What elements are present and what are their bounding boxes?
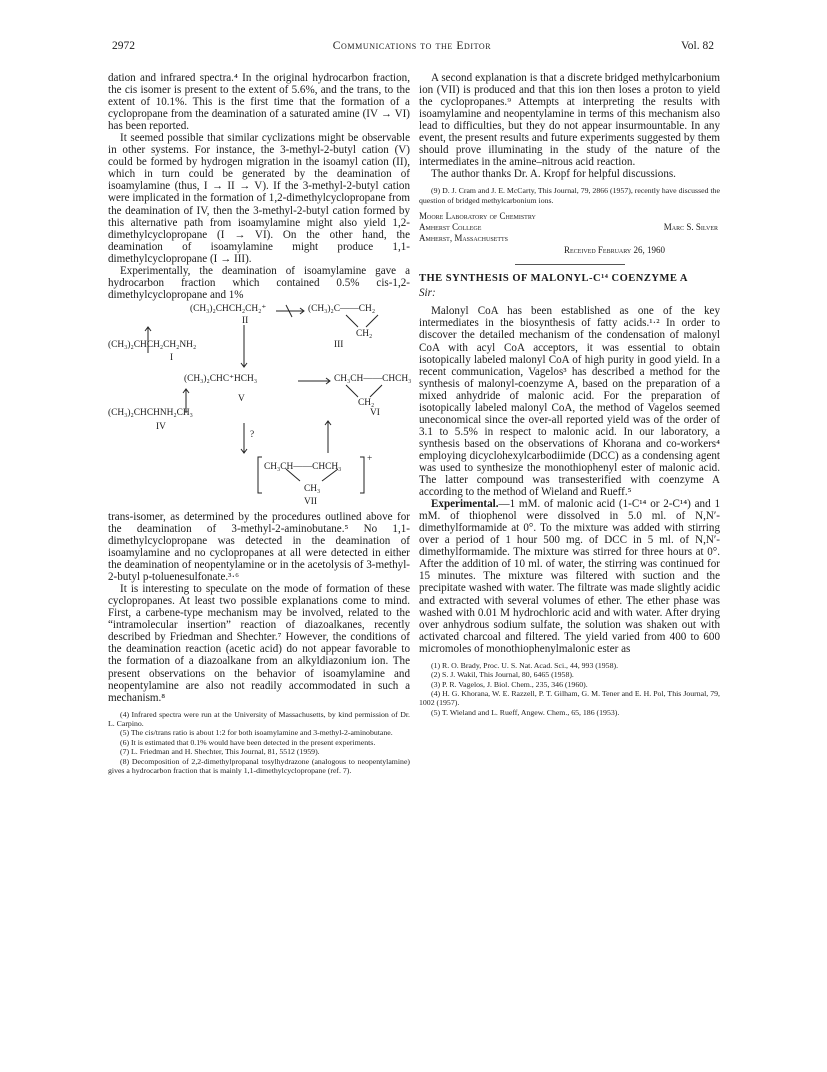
salutation: Sir: — [419, 287, 436, 300]
amine-iv-formula: (CH₃)₂CHCHNH₂CH₃ — [108, 407, 193, 418]
footnote: (7) L. Friedman and H. Shechter, This Journal, 81, 5512 (1959). — [120, 747, 320, 757]
author-address — [419, 211, 720, 256]
left-column — [108, 72, 410, 775]
volume-label: Vol. 82 — [680, 40, 714, 52]
ion-vii-ch3: CH₃ — [304, 483, 321, 494]
footnotes — [108, 710, 410, 776]
divider — [515, 264, 625, 265]
section-title: THE SYNTHESIS OF MALONYL-C¹⁴ COENZYME A — [419, 273, 688, 285]
footnote: (1) R. O. Brady, Proc. U. S. Nat. Acad. Sci., 44, 993 (1958). — [431, 660, 619, 670]
paragraph: trans-isomer, as determined by the procedures outlined above for the deamination of 3-methyl-2-aminobutane.⁵ No 1,1-dimethylcyclopropane was detected in the deamination of isoamylamine and no cyclopropanes at all were detected in either the deamination of neopentylamine or in the acetolysis of 3-methyl-2-butyl p-toluenesulfonate.³·⁶ — [108, 510, 410, 584]
compound-vi-ch2: CH₂ — [358, 397, 375, 408]
footnote: (4) Infrared spectra were run at the University of Massachusetts, by kind permission of Dr. L. Carpino. — [108, 709, 410, 729]
received-date: Received February 26, 1960 — [563, 245, 665, 256]
ion-vii-charge: + — [367, 453, 373, 464]
ion-vii-formula: CH₃CH——CHCH₃ — [264, 461, 342, 472]
compound-iii-ch2: CH₂ — [356, 328, 373, 339]
footnote: (4) H. G. Khorana, W. E. Razzell, P. T. Gilham, G. M. Tener and E. H. Pol, This Journal, 79, 1002 (1957). — [419, 688, 720, 708]
journal-section-title: Communications to the Editor — [332, 40, 492, 52]
lab-name: Moore Laboratory of Chemistry — [419, 211, 536, 222]
footnote: (2) S. J. Wakil, This Journal, 80, 6465 (1958). — [431, 670, 574, 680]
author-name: Marc S. Silver — [663, 222, 718, 233]
paragraph: Malonyl CoA has been established as one of the key intermediates in the biosynthesis of fatty acids.¹·² In order to discover the detailed mechanism of the condensation of malonyl CoA with acyl CoA acceptors, it was essential to obtain isotopically labeled malonyl CoA of high purity in good yield. In a recent communication, Vagelos³ has described a method for the synthesis of malonyl-coenzyme A, based on the preparation of a mixed anhydride of malonic acid. For the preparation of isotopically labeled malonyl CoA, the method of Vagelos seemed uneconomical since the over-all reported yield was of the order of 3.1 to 5.5% in respect to malonic acid. In our laboratory, a synthesis based on the observations of Khorana and co-workers⁴ employing dicyclohexylcarbodiimide (DCC) as a condensing agent was used to synthesize the monothiophenyl ester of malonic acid. The latter compound was transesterified with coenzyme A according to the method of Wieland and Rueff.⁵ — [419, 305, 720, 499]
college-line — [419, 222, 720, 233]
paragraph: A second explanation is that a discrete bridged methylcarbonium ion (VII) is produced and that this ion then loses a proton to yield the cyclopropanes.⁹ Attempts at interpreting the results with isoamylamine and neopentylamine in terms of this mechanism also lead to difficulties, but they do not appear insurmountable. In any event, the present results and future experiments suggested by them should prove illuminating in the study of the nature of the intermediates in the amine–nitrous acid reaction. — [419, 72, 720, 169]
page-number: 2972 — [112, 40, 135, 52]
paragraph: dation and infrared spectra.⁴ In the original hydrocarbon fraction, the cis isomer is present to the extent of 5.6%, and the trans, to the extent of 10.1%. This is the first time that the formation of a cyclopropane from the deamination of a saturated amine (IV → VI) has been reported. — [108, 72, 410, 133]
compound-iii-formula: (CH₃)₂C——CH₂ — [308, 303, 376, 314]
footnote: (3) P. R. Vagelos, J. Biol. Chem., 235, 346 (1960). — [431, 679, 588, 689]
footnote: (5) The cis/trans ratio is about 1:2 for both isoamylamine and 3-methyl-2-aminobutane. — [120, 728, 393, 738]
footnotes — [419, 661, 720, 717]
ion-v-formula: (CH₃)₂CHC⁺HCH₃ — [184, 373, 258, 384]
reaction-scheme — [108, 303, 410, 509]
question-mark: ? — [250, 429, 255, 440]
ion-vii-number: VII — [304, 496, 318, 507]
amine-i-number: I — [170, 352, 174, 363]
city-line: Amherst, Massachusetts — [419, 233, 509, 244]
amine-iv-number: IV — [156, 421, 166, 432]
experimental-paragraph — [419, 498, 720, 655]
compound-iii-number: III — [334, 339, 344, 350]
paragraph: The author thanks Dr. A. Kropf for helpful discussions. — [431, 168, 676, 181]
compound-vi-number: VI — [370, 407, 380, 418]
ion-ii-number: II — [242, 315, 249, 326]
experimental-text: —1 mM. of malonic acid (1-C¹⁴ or 2-C¹⁴) and 1 mM. of thiophenol were dissolved in 5.0 ml. of N,N′-dimethylformamide at 0°. To the mixture was added with stirring over a period of 1 hour 500 mg. of DCC in 5 ml. of N,N′-dimethylformamide. The mixture was stirred for three hours at 0°. After the addition of 10 ml. of water, the stirring was continued for 15 minutes. The mixture was filtered with suction and the precipitate washed with water. The filtrate was made slightly acidic and extracted with several volumes of ether. The ether phase was washed with 0.01 M hydrochloric acid and with water. After drying over anhydrous sodium sulfate, the solution was shaken out with activated charcoal and filtered. The yield varied from 400 to 600 micromoles of monothiophenylmalonic ester as — [419, 498, 720, 655]
compound-vi-formula: CH₃CH——CHCH₃ — [334, 373, 412, 384]
ion-v-number: V — [238, 393, 245, 404]
experimental-heading: Experimental. — [431, 498, 499, 511]
footnote: (5) T. Wieland and L. Rueff, Angew. Chem., 65, 186 (1953). — [431, 707, 620, 717]
footnotes — [419, 186, 720, 205]
college-name: Amherst College — [419, 222, 482, 233]
footnote: (6) It is estimated that 0.1% would have been detected in the present experiments. — [120, 737, 376, 747]
running-header — [112, 40, 712, 56]
paragraph: It is interesting to speculate on the mode of formation of these cyclopropanes. At least two possible explanations come to mind. First, a carbene-type mechanism may be involved, related to the “intramolecular insertion” reaction of diazoalkanes, recently described by Friedman and Shechter.⁷ However, the conditions of the deamination reaction (acetic acid) do not appear favorable to the formation of a diazoalkane from an alkyldiazonium ion. The present observations on the behavior of isoamylamine and neopentylamine are also not readily accommodated in such a mechanism.⁸ — [108, 583, 410, 704]
paragraph: Experimentally, the deamination of isoamylamine gave a hydrocarbon fraction which contained 0.5% cis-1,2-dimethylcyclopropane and 1% — [108, 264, 410, 301]
amine-i-formula: (CH₃)₂CHCH₂CH₂NH₂ — [108, 339, 197, 350]
right-column — [419, 72, 720, 717]
ion-ii-formula: (CH₃)₂CHCH₂CH₂⁺ — [190, 303, 267, 314]
footnote: (8) Decomposition of 2,2-dimethylpropanal tosylhydrazone (analogous to neopentylamine) gives a hydrocarbon fraction that is mainly 1,1-dimethylcyclopropane (ref. 7). — [108, 756, 410, 776]
footnote: (9) D. J. Cram and J. E. McCarty, This Journal, 79, 2866 (1957), recently have discussed the question of bridged methylcarbonium ions. — [419, 186, 720, 205]
paragraph: It seemed possible that similar cyclizations might be observable in other systems. For instance, the 3-methyl-2-butyl cation (V) could be formed by hydrogen migration in the isoamyl cation (II), which in turn could be generated by the deamination of isoamylamine (thus, I → II → V). If the 3-methyl-2-butyl cation were implicated in the formation of 1,2-dimethylcyclopropane from the deamination of IV, then the 3-methyl-2-butyl cation formed by this alternative path from isoamylamine might also yield 1,2-dimethylcyclopropane (I → VI). On the other hand, the deamination of isoamylamine might produce 1,1-dimethylcyclopropane (I → III). — [108, 132, 410, 265]
